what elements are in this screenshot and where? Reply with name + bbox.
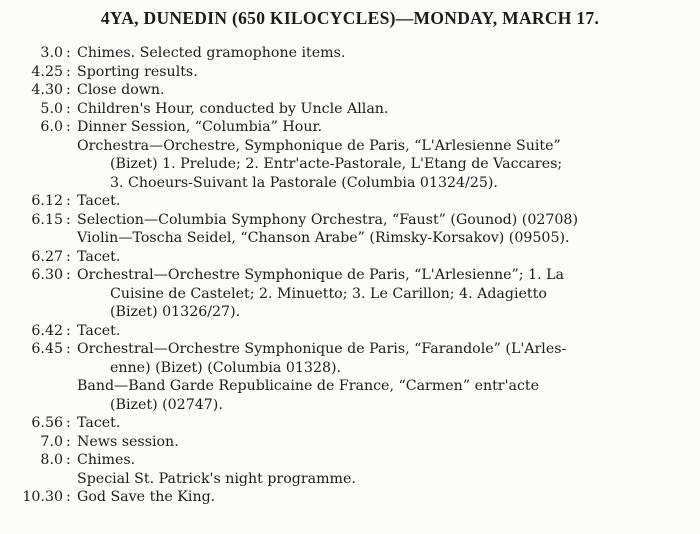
entry-text-line: Selection—Columbia Symphony Orchestra, “Faust” (Gounod) (02708) — [77, 211, 578, 228]
entry-separator: : — [66, 322, 71, 339]
entry-time: 7.0 — [40, 433, 63, 450]
entry-separator: : — [66, 341, 71, 357]
entry-text-line: (Bizet) (02747). — [110, 396, 223, 413]
entry-text-line: Dinner Session, “Columbia” Hour. — [77, 119, 323, 135]
entry-separator: : — [66, 248, 71, 265]
entry-text-line: Special St. Patrick's night programme. — [77, 470, 356, 487]
entry-time: 6.15 — [31, 211, 63, 228]
entry-separator: : — [66, 489, 71, 505]
entry-text-line: God Save the King. — [77, 489, 216, 505]
page-title: 4YA, DUNEDIN (650 KILOCYCLES)—MONDAY, MARCH 17. — [100, 8, 600, 28]
entry-time: 4.25 — [31, 63, 63, 80]
entry-text-line: Orchestral—Orchestre Symphonique de Paris, “Farandole” (L'Arles- — [77, 341, 567, 357]
entry-time: 3.0 — [40, 45, 63, 61]
entry-text-line: Tacet. — [77, 322, 121, 339]
entry-text-line: Chimes. — [77, 452, 136, 468]
entry-separator: : — [66, 119, 71, 135]
entry-text-line: Sporting results. — [77, 63, 198, 80]
entry-text-line: Close down. — [77, 82, 165, 98]
entry-text-line: Cuisine de Castelet; 2. Minuetto; 3. Le Carillon; 4. Adagietto — [110, 285, 547, 302]
entry-text-line: enne) (Bizet) (Columbia 01328). — [110, 359, 342, 376]
entry-time: 4.30 — [31, 82, 63, 98]
entry-separator: : — [66, 193, 71, 209]
entry-text-line: Orchestra—Orchestre, Symphonique de Paris, “L'Arlesienne Suite” — [77, 137, 561, 154]
entry-text-line: Tacet. — [77, 415, 121, 431]
entry-separator: : — [66, 433, 71, 450]
entry-text-line: News session. — [77, 433, 179, 450]
entry-text-line: Tacet. — [77, 248, 121, 265]
entry-time: 6.27 — [31, 248, 63, 265]
entry-text-line: Violin—Toscha Seidel, “Chanson Arabe” (Rimsky-Korsakov) (09505). — [77, 230, 570, 246]
entry-text-line: Children's Hour, conducted by Uncle Allan. — [77, 100, 389, 117]
entry-separator: : — [66, 100, 71, 117]
entry-time: 10.30 — [22, 489, 63, 505]
entry-time: 8.0 — [40, 452, 63, 468]
entry-separator: : — [66, 45, 71, 61]
entry-time: 6.56 — [31, 415, 63, 431]
entry-time: 6.45 — [31, 341, 63, 357]
entry-text-line: Chimes. Selected gramophone items. — [77, 45, 346, 61]
entry-separator: : — [66, 267, 71, 283]
entry-time: 6.12 — [31, 193, 63, 209]
entry-text-line: 3. Choeurs-Suivant la Pastorale (Columbia 01324/25). — [110, 174, 498, 191]
entry-separator: : — [66, 82, 71, 98]
entry-time: 6.30 — [31, 267, 63, 283]
entry-separator: : — [66, 452, 71, 468]
entry-text-line: Band—Band Garde Republicaine de France, “Carmen” entr'acte — [77, 378, 539, 394]
entry-separator: : — [66, 63, 71, 80]
entry-time: 6.42 — [31, 322, 63, 339]
entry-time: 6.0 — [40, 119, 63, 135]
entry-text-line: (Bizet) 1. Prelude; 2. Entr'acte-Pastorale, L'Etang de Vaccares; — [110, 156, 563, 172]
entry-text-line: (Bizet) 01326/27). — [110, 304, 241, 320]
entry-separator: : — [66, 211, 71, 228]
entry-time: 5.0 — [40, 100, 63, 117]
entry-text-line: Orchestral—Orchestre Symphonique de Paris, “L'Arlesienne”; 1. La — [77, 267, 565, 283]
entry-separator: : — [66, 415, 71, 431]
entry-text-line: Tacet. — [77, 193, 121, 209]
